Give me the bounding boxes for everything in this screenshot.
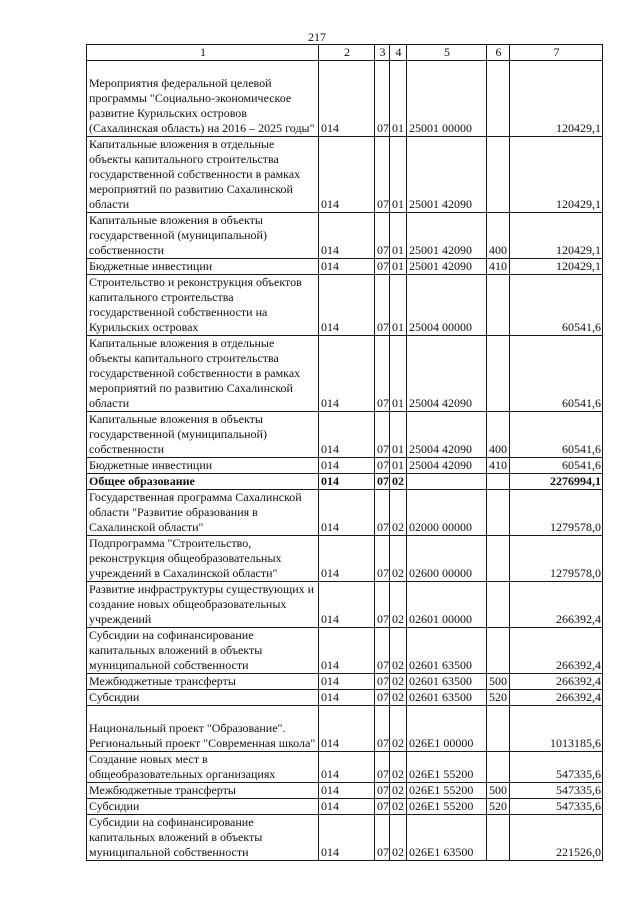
row-name-cell: Капитальные вложения в отдельные объекты капитального строительства государственной собственности в рамках мероприятий по развитию Сахалинской области [87,137,319,213]
row-pr-cell: 02 [390,815,407,861]
row-rz-cell: 07 [375,458,390,474]
row-csr-cell: 25004 42090 [407,412,487,458]
row-ved-cell: 014 [319,275,375,336]
row-rz-cell: 07 [375,582,390,628]
row-pr-cell: 02 [390,628,407,674]
table-row [87,137,603,213]
row-pr-cell: 02 [390,706,407,752]
row-sum-cell: 120429,1 [510,213,603,259]
row-vr-cell: 410 [487,259,510,275]
row-name-cell: Капитальные вложения в объекты государственной (муниципальной) собственности [87,412,319,458]
header-cell-pr: 4 [390,45,407,61]
row-sum-cell: 266392,4 [510,582,603,628]
row-ved-cell: 014 [319,582,375,628]
row-name-cell: Капитальные вложения в объекты государственной (муниципальной) собственности [87,213,319,259]
row-csr-cell: 25001 42090 [407,137,487,213]
row-pr-cell: 01 [390,336,407,412]
row-rz-cell: 07 [375,690,390,706]
row-pr-cell: 01 [390,259,407,275]
table-row [87,582,603,628]
row-pr-cell: 01 [390,137,407,213]
row-ved-cell: 014 [319,674,375,690]
row-sum-cell: 60541,6 [510,275,603,336]
row-vr-cell [487,61,510,137]
table-row [87,336,603,412]
row-sum-cell: 1279578,0 [510,536,603,582]
row-name-cell: Развитие инфраструктуры существующих и создание новых общеобразовательных учреждений [87,582,319,628]
row-vr-cell [487,474,510,490]
row-ved-cell: 014 [319,458,375,474]
row-rz-cell: 07 [375,674,390,690]
table-row [87,213,603,259]
row-csr-cell: 25001 00000 [407,61,487,137]
row-name-cell: Субсидии на софинансирование капитальных вложений в объекты муниципальной собственности [87,628,319,674]
row-name-cell: Межбюджетные трансферты [87,783,319,799]
row-vr-cell [487,706,510,752]
row-ved-cell: 014 [319,412,375,458]
row-vr-cell [487,815,510,861]
header-cell-csr: 5 [407,45,487,61]
row-sum-cell: 60541,6 [510,412,603,458]
row-name-cell: Бюджетные инвестиции [87,259,319,275]
header-row [87,45,603,61]
row-sum-cell: 120429,1 [510,137,603,213]
row-pr-cell: 02 [390,674,407,690]
row-csr-cell: 026E1 00000 [407,706,487,752]
row-vr-cell: 500 [487,674,510,690]
row-vr-cell: 400 [487,213,510,259]
row-ved-cell: 014 [319,752,375,783]
row-name-cell: Капитальные вложения в отдельные объекты капитального строительства государственной собственности в рамках мероприятий по развитию Сахалинской области [87,336,319,412]
row-rz-cell: 07 [375,628,390,674]
table-row [87,61,603,137]
row-rz-cell: 07 [375,799,390,815]
row-pr-cell: 02 [390,783,407,799]
table-row [87,412,603,458]
row-vr-cell: 410 [487,458,510,474]
row-pr-cell: 02 [390,690,407,706]
row-csr-cell: 026E1 55200 [407,752,487,783]
table-row [87,752,603,783]
table-row [87,799,603,815]
row-ved-cell: 014 [319,213,375,259]
row-name-cell: Бюджетные инвестиции [87,458,319,474]
row-vr-cell [487,137,510,213]
row-rz-cell: 07 [375,137,390,213]
table-row [87,628,603,674]
table-row [87,706,603,752]
row-name-cell: Подпрограмма "Строительство, реконструкция общеобразовательных учреждений в Сахалинской области" [87,536,319,582]
row-pr-cell: 01 [390,412,407,458]
row-sum-cell: 120429,1 [510,259,603,275]
row-sum-cell: 2276994,1 [510,474,603,490]
row-sum-cell: 266392,4 [510,628,603,674]
row-sum-cell: 547335,6 [510,783,603,799]
row-rz-cell: 07 [375,61,390,137]
row-vr-cell [487,275,510,336]
row-pr-cell: 02 [390,536,407,582]
table-row [87,690,603,706]
table-row [87,490,603,536]
row-rz-cell: 07 [375,706,390,752]
table-row [87,674,603,690]
row-ved-cell: 014 [319,628,375,674]
row-rz-cell: 07 [375,213,390,259]
row-vr-cell [487,628,510,674]
row-rz-cell: 07 [375,815,390,861]
row-sum-cell: 60541,6 [510,458,603,474]
row-name-cell: Создание новых мест в общеобразовательных организациях [87,752,319,783]
table-row [87,815,603,861]
row-vr-cell [487,536,510,582]
row-name-cell: Мероприятия федеральной целевой программы "Социально-экономическое развитие Курильских островов (Сахалинская область) на 2016 – 2025 годы" [87,61,319,137]
row-ved-cell: 014 [319,259,375,275]
row-sum-cell: 120429,1 [510,61,603,137]
row-name-cell: Субсидии [87,799,319,815]
row-pr-cell: 02 [390,474,407,490]
row-sum-cell: 266392,4 [510,690,603,706]
row-ved-cell: 014 [319,490,375,536]
row-sum-cell: 1013185,6 [510,706,603,752]
table-row [87,536,603,582]
budget-table [86,44,603,861]
row-rz-cell: 07 [375,783,390,799]
row-sum-cell: 60541,6 [510,336,603,412]
row-csr-cell: 02600 00000 [407,536,487,582]
row-csr-cell [407,474,487,490]
row-ved-cell: 014 [319,474,375,490]
row-vr-cell: 400 [487,412,510,458]
row-name-cell: Государственная программа Сахалинской области "Развитие образования в Сахалинской области" [87,490,319,536]
row-rz-cell: 07 [375,490,390,536]
row-pr-cell: 02 [390,490,407,536]
row-name-cell: Общее образование [87,474,319,490]
row-name-cell: Субсидии [87,690,319,706]
page-number: 217 [308,30,326,44]
row-sum-cell: 266392,4 [510,674,603,690]
row-sum-cell: 547335,6 [510,799,603,815]
row-rz-cell: 07 [375,752,390,783]
row-pr-cell: 02 [390,752,407,783]
row-vr-cell: 500 [487,783,510,799]
row-pr-cell: 02 [390,799,407,815]
row-ved-cell: 014 [319,536,375,582]
row-vr-cell: 520 [487,690,510,706]
row-sum-cell: 547335,6 [510,752,603,783]
row-csr-cell: 02000 00000 [407,490,487,536]
row-csr-cell: 02601 63500 [407,628,487,674]
row-pr-cell: 01 [390,61,407,137]
table-row [87,275,603,336]
row-rz-cell: 07 [375,412,390,458]
table-row [87,458,603,474]
row-csr-cell: 026E1 63500 [407,815,487,861]
row-ved-cell: 014 [319,61,375,137]
row-csr-cell: 026E1 55200 [407,783,487,799]
row-vr-cell [487,582,510,628]
row-sum-cell: 221526,0 [510,815,603,861]
table-row [87,474,603,490]
row-csr-cell: 02601 63500 [407,674,487,690]
row-pr-cell: 01 [390,458,407,474]
row-csr-cell: 25001 42090 [407,259,487,275]
row-vr-cell: 520 [487,799,510,815]
row-csr-cell: 02601 63500 [407,690,487,706]
row-pr-cell: 02 [390,582,407,628]
row-csr-cell: 25004 42090 [407,458,487,474]
header-cell-sum: 7 [510,45,603,61]
row-csr-cell: 02601 00000 [407,582,487,628]
row-ved-cell: 014 [319,137,375,213]
row-name-cell: Субсидии на софинансирование капитальных вложений в объекты муниципальной собственности [87,815,319,861]
row-csr-cell: 25004 42090 [407,336,487,412]
row-vr-cell [487,336,510,412]
row-rz-cell: 07 [375,336,390,412]
row-ved-cell: 014 [319,799,375,815]
row-rz-cell: 07 [375,536,390,582]
row-vr-cell [487,490,510,536]
row-ved-cell: 014 [319,690,375,706]
row-vr-cell [487,752,510,783]
header-cell-name: 1 [87,45,319,61]
row-pr-cell: 01 [390,213,407,259]
row-sum-cell: 1279578,0 [510,490,603,536]
row-rz-cell: 07 [375,474,390,490]
row-ved-cell: 014 [319,815,375,861]
row-pr-cell: 01 [390,275,407,336]
table-row [87,783,603,799]
row-csr-cell: 25001 42090 [407,213,487,259]
row-name-cell: Межбюджетные трансферты [87,674,319,690]
row-ved-cell: 014 [319,783,375,799]
row-rz-cell: 07 [375,275,390,336]
header-cell-ved: 2 [319,45,375,61]
header-cell-rz: 3 [375,45,390,61]
header-cell-vr: 6 [487,45,510,61]
row-name-cell: Национальный проект "Образование". Региональный проект "Современная школа" [87,706,319,752]
row-ved-cell: 014 [319,706,375,752]
table-row [87,259,603,275]
row-csr-cell: 026E1 55200 [407,799,487,815]
row-csr-cell: 25004 00000 [407,275,487,336]
row-name-cell: Строительство и реконструкция объектов капитального строительства государственной собственности на Курильских островах [87,275,319,336]
row-ved-cell: 014 [319,336,375,412]
row-rz-cell: 07 [375,259,390,275]
